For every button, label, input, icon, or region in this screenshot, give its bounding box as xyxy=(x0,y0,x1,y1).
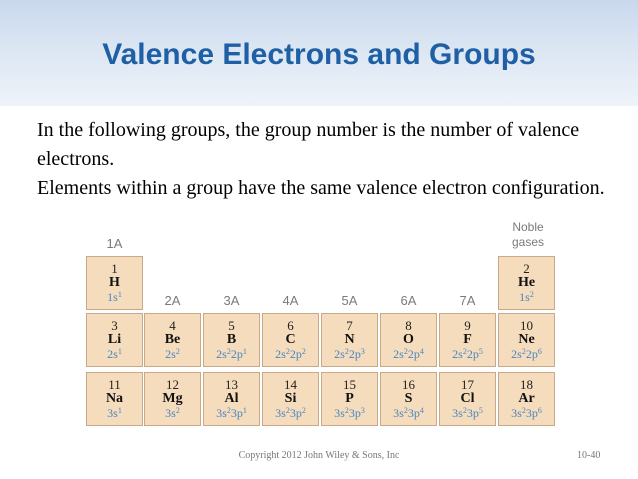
copyright-footer: Copyright 2012 John Wiley & Sons, Inc xyxy=(238,450,400,461)
electron-configuration: $3s^23p^6$ xyxy=(511,406,542,420)
element-symbol: F xyxy=(463,332,472,347)
element-cell-be xyxy=(144,313,201,367)
element-cell-li xyxy=(86,313,143,367)
element-symbol: Li xyxy=(107,332,122,347)
electron-configuration: $3s^23p^5$ xyxy=(452,406,483,420)
electron-configuration: $2s^1$ xyxy=(107,347,122,361)
element-symbol: Al xyxy=(224,391,239,406)
element-cell-o xyxy=(380,313,437,367)
atomic-number: 3 xyxy=(111,318,118,333)
electron-configuration: $2s^22p^1$ xyxy=(216,347,247,361)
group-label-7a: 7A xyxy=(459,293,476,308)
element-cell-al xyxy=(203,372,260,426)
element-symbol: Na xyxy=(105,391,124,406)
element-symbol: He xyxy=(517,275,536,290)
element-symbol: S xyxy=(404,391,413,406)
atomic-number: 7 xyxy=(346,318,353,333)
body-paragraph-same-configuration: Elements within a group have the same valence electron configuration. xyxy=(37,177,605,199)
element-cell-mg xyxy=(144,372,201,426)
group-label-6a: 6A xyxy=(400,293,417,308)
electron-configuration: $3s^23p^4$ xyxy=(393,406,424,420)
electron-configuration: $3s^23p^1$ xyxy=(216,406,247,420)
page-number: 10-40 xyxy=(577,450,601,461)
atomic-number: 16 xyxy=(402,377,415,392)
slide-title: Valence Electrons and Groups xyxy=(102,38,536,71)
body-paragraph-group-number: In the following groups, the group number is the number of valence electrons. xyxy=(37,119,580,170)
element-cell-h xyxy=(86,256,143,310)
atomic-number: 5 xyxy=(228,318,235,333)
atomic-number: 11 xyxy=(108,377,121,392)
electron-configuration: $2s^2$ xyxy=(165,347,180,361)
group-label-3a: 3A xyxy=(223,293,240,308)
atomic-number: 2 xyxy=(523,261,530,276)
atomic-number: 14 xyxy=(284,377,297,392)
element-symbol: Ne xyxy=(518,332,535,347)
atomic-number: 6 xyxy=(287,318,294,333)
electron-configuration: $1s^2$ xyxy=(519,290,534,304)
element-cell-n xyxy=(321,313,378,367)
electron-configuration: $3s^1$ xyxy=(107,406,122,420)
noble-label-line2: gases xyxy=(511,235,545,249)
element-cell-ar xyxy=(498,372,555,426)
element-cell-si xyxy=(262,372,319,426)
electron-configuration: $3s^23p^2$ xyxy=(275,406,306,420)
element-symbol: Si xyxy=(284,391,297,406)
electron-configuration: $1s^1$ xyxy=(107,290,122,304)
element-symbol: O xyxy=(403,332,414,347)
element-symbol: B xyxy=(226,332,237,347)
electron-configuration: $2s^22p^2$ xyxy=(275,347,306,361)
noble-label-line1: Noble xyxy=(512,220,544,234)
atomic-number: 15 xyxy=(343,377,356,392)
element-symbol: N xyxy=(344,332,355,347)
atomic-number: 1 xyxy=(111,261,118,276)
atomic-number: 13 xyxy=(225,377,238,392)
element-cell-ne xyxy=(498,313,555,367)
electron-configuration: $2s^22p^6$ xyxy=(511,347,542,361)
element-cell-s xyxy=(380,372,437,426)
element-cell-he xyxy=(498,256,555,310)
electron-configuration: $3s^2$ xyxy=(165,406,180,420)
atomic-number: 12 xyxy=(166,377,179,392)
element-cell-cl xyxy=(439,372,496,426)
atomic-number: 18 xyxy=(520,377,533,392)
atomic-number: 9 xyxy=(464,318,471,333)
element-symbol: Be xyxy=(164,332,181,347)
element-cell-f xyxy=(439,313,496,367)
atomic-number: 17 xyxy=(461,377,474,392)
element-cell-p xyxy=(321,372,378,426)
element-symbol: C xyxy=(285,332,296,347)
atomic-number: 4 xyxy=(169,318,176,333)
atomic-number: 8 xyxy=(405,318,412,333)
element-cell-b xyxy=(203,313,260,367)
group-label-5a: 5A xyxy=(341,293,358,308)
atomic-number: 10 xyxy=(520,318,533,333)
element-symbol: H xyxy=(109,275,120,290)
slide-body xyxy=(37,116,627,203)
element-symbol: Mg xyxy=(162,391,183,406)
element-cell-c xyxy=(262,313,319,367)
electron-configuration: $2s^22p^3$ xyxy=(334,347,365,361)
noble-gases-label xyxy=(498,220,558,250)
electron-configuration: $2s^22p^4$ xyxy=(393,347,424,361)
group-label-4a: 4A xyxy=(282,293,299,308)
element-symbol: Ar xyxy=(518,391,535,406)
element-symbol: P xyxy=(345,391,354,406)
electron-configuration: $3s^23p^3$ xyxy=(334,406,365,420)
element-cell-na xyxy=(86,372,143,426)
group-label-1a: 1A xyxy=(106,236,123,251)
element-symbol: Cl xyxy=(460,391,475,406)
group-label-2a: 2A xyxy=(164,293,181,308)
electron-configuration: $2s^22p^5$ xyxy=(452,347,483,361)
